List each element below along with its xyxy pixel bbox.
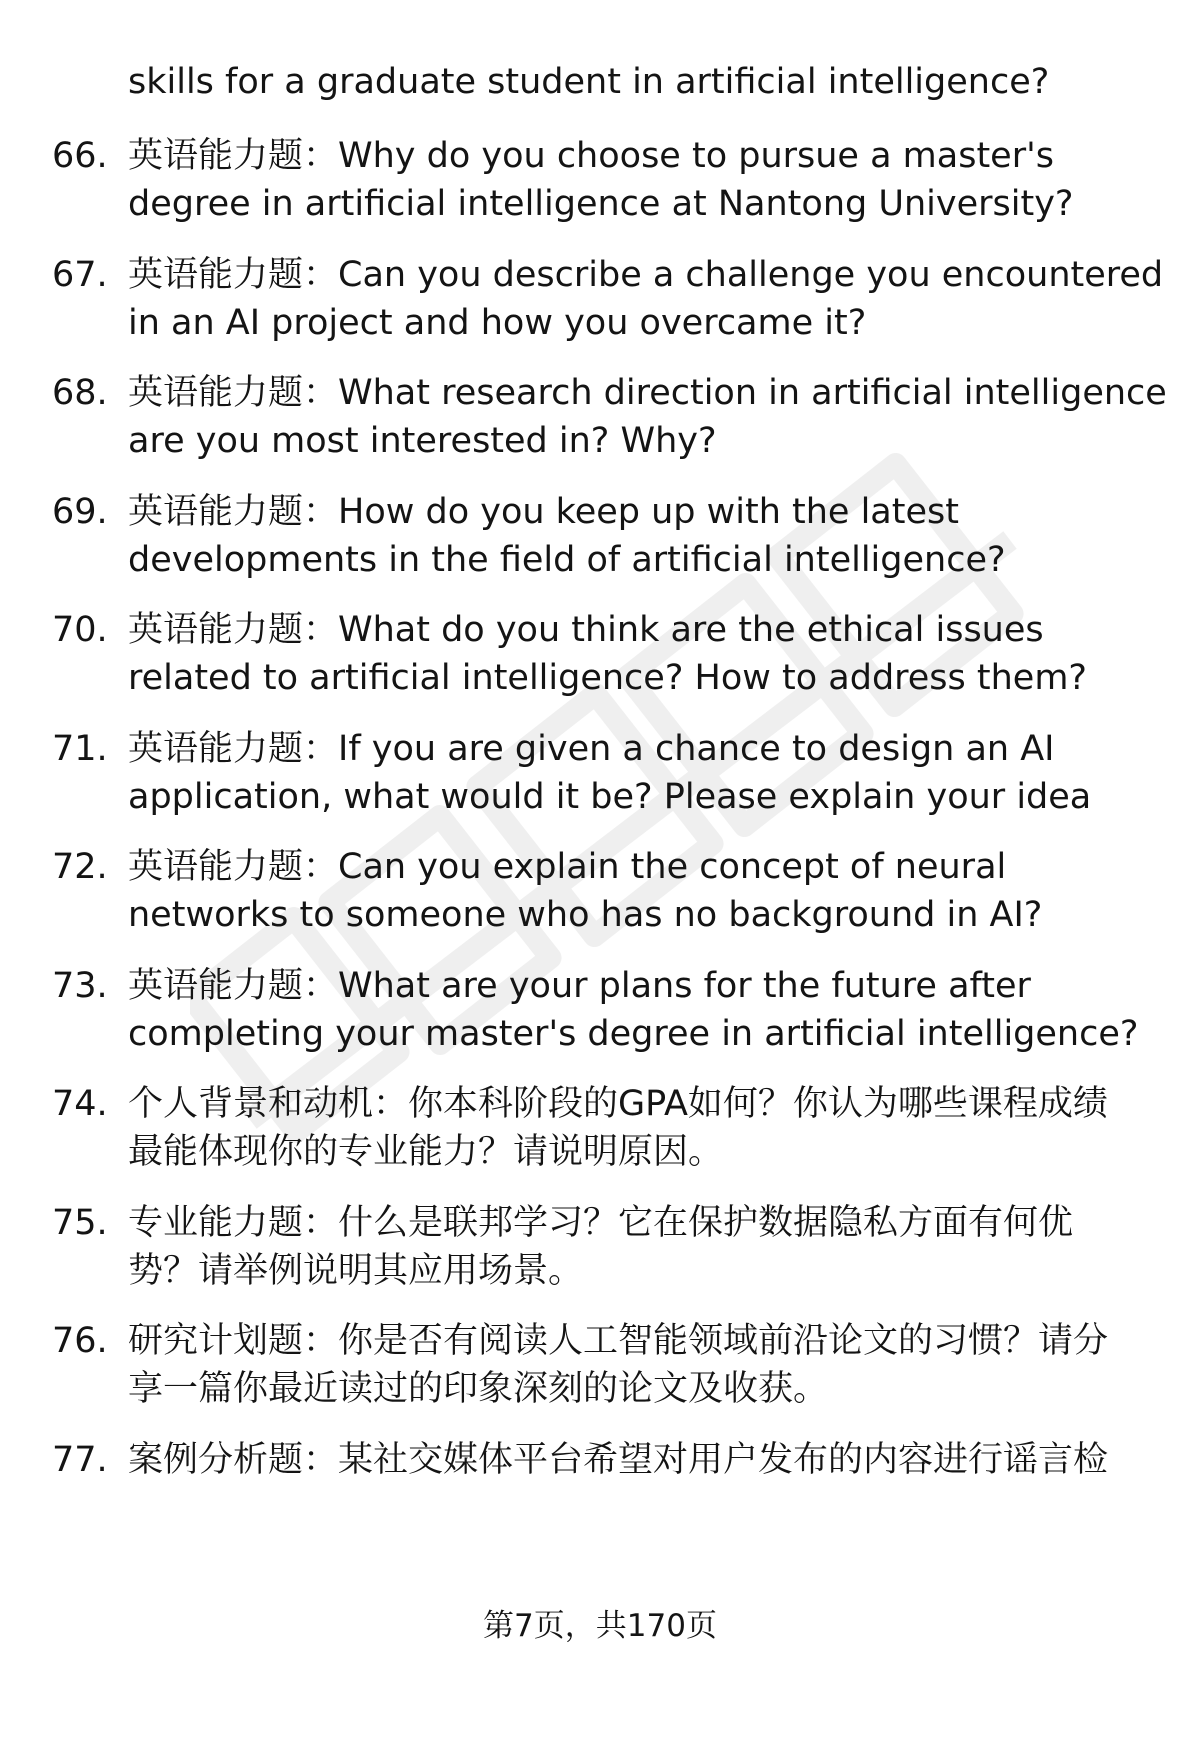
list-item (0, 251, 1200, 355)
item-text-line: 英语能力题：What research direction in artificial intelligence (128, 373, 1167, 413)
item-text-line: 最能体现你的专业能力？请说明原因。 (128, 1132, 724, 1172)
item-number: 66. (52, 136, 108, 176)
item-text (128, 843, 1178, 939)
item-text (128, 1436, 1178, 1484)
item-text-line: 案例分析题：某社交媒体平台希望对用户发布的内容进行谣言检 (128, 1440, 1109, 1480)
item-number: 72. (52, 847, 108, 887)
item-text-line: 个人背景和动机：你本科阶段的GPA如何？你认为哪些课程成绩 (128, 1084, 1108, 1124)
item-text (128, 725, 1178, 821)
item-text-line: 英语能力题：How do you keep up with the latest (128, 492, 959, 532)
item-text-line: networks to someone who has no background in AI? (128, 895, 1043, 935)
continuation-text: skills for a graduate student in artificial intelligence? (128, 62, 1050, 102)
list-item (0, 962, 1200, 1066)
item-number: 74. (52, 1084, 108, 1124)
item-text-line: 英语能力题：Why do you choose to pursue a master's (128, 136, 1054, 176)
item-number: 77. (52, 1440, 108, 1480)
item-text-line: are you most interested in? Why? (128, 421, 717, 461)
item-text-line: 英语能力题：Can you explain the concept of neural (128, 847, 1007, 887)
item-text-line: related to artificial intelligence? How to address them? (128, 658, 1088, 698)
list-item (0, 1436, 1200, 1540)
list-item (0, 606, 1200, 710)
item-text (128, 369, 1178, 465)
item-text-line: 研究计划题：你是否有阅读人工智能领域前沿论文的习惯？请分 (128, 1321, 1109, 1361)
item-text-line: in an AI project and how you overcame it? (128, 303, 867, 343)
item-text (128, 606, 1178, 702)
item-text-line: developments in the field of artificial intelligence? (128, 540, 1006, 580)
list-item (0, 1080, 1200, 1184)
item-number: 68. (52, 373, 108, 413)
list-item (0, 488, 1200, 592)
item-number: 70. (52, 610, 108, 650)
item-text (128, 1199, 1178, 1295)
item-text-line: 英语能力题：If you are given a chance to design an AI (128, 729, 1055, 769)
item-text (128, 1080, 1178, 1176)
item-text (128, 962, 1178, 1058)
item-number: 69. (52, 492, 108, 532)
list-item (0, 725, 1200, 829)
list-item (0, 843, 1200, 947)
item-number: 71. (52, 729, 108, 769)
list-item (0, 369, 1200, 473)
item-text (128, 1317, 1178, 1413)
page-footer: 第7页，共170页 (483, 1608, 717, 1644)
list-item (0, 132, 1200, 236)
item-number: 67. (52, 255, 108, 295)
item-number: 75. (52, 1203, 108, 1243)
item-text (128, 132, 1178, 228)
item-number: 76. (52, 1321, 108, 1361)
item-text-line: completing your master's degree in artificial intelligence? (128, 1014, 1139, 1054)
item-text (128, 488, 1178, 584)
item-text-line: 享一篇你最近读过的印象深刻的论文及收获。 (128, 1369, 829, 1409)
item-number: 73. (52, 966, 108, 1006)
item-text-line: application, what would it be? Please explain your idea (128, 777, 1092, 817)
item-text-line: 势？请举例说明其应用场景。 (128, 1251, 584, 1291)
item-text (128, 251, 1178, 347)
item-text-line: degree in artificial intelligence at Nantong University? (128, 184, 1074, 224)
item-text-line: 英语能力题：What are your plans for the future after (128, 966, 1031, 1006)
list-item (0, 1317, 1200, 1421)
item-text-line: 专业能力题：什么是联邦学习？它在保护数据隐私方面有何优 (128, 1203, 1074, 1243)
item-text-line: 英语能力题：Can you describe a challenge you encountered (128, 255, 1164, 295)
item-text-line: 英语能力题：What do you think are the ethical issues (128, 610, 1044, 650)
list-item (0, 1199, 1200, 1303)
